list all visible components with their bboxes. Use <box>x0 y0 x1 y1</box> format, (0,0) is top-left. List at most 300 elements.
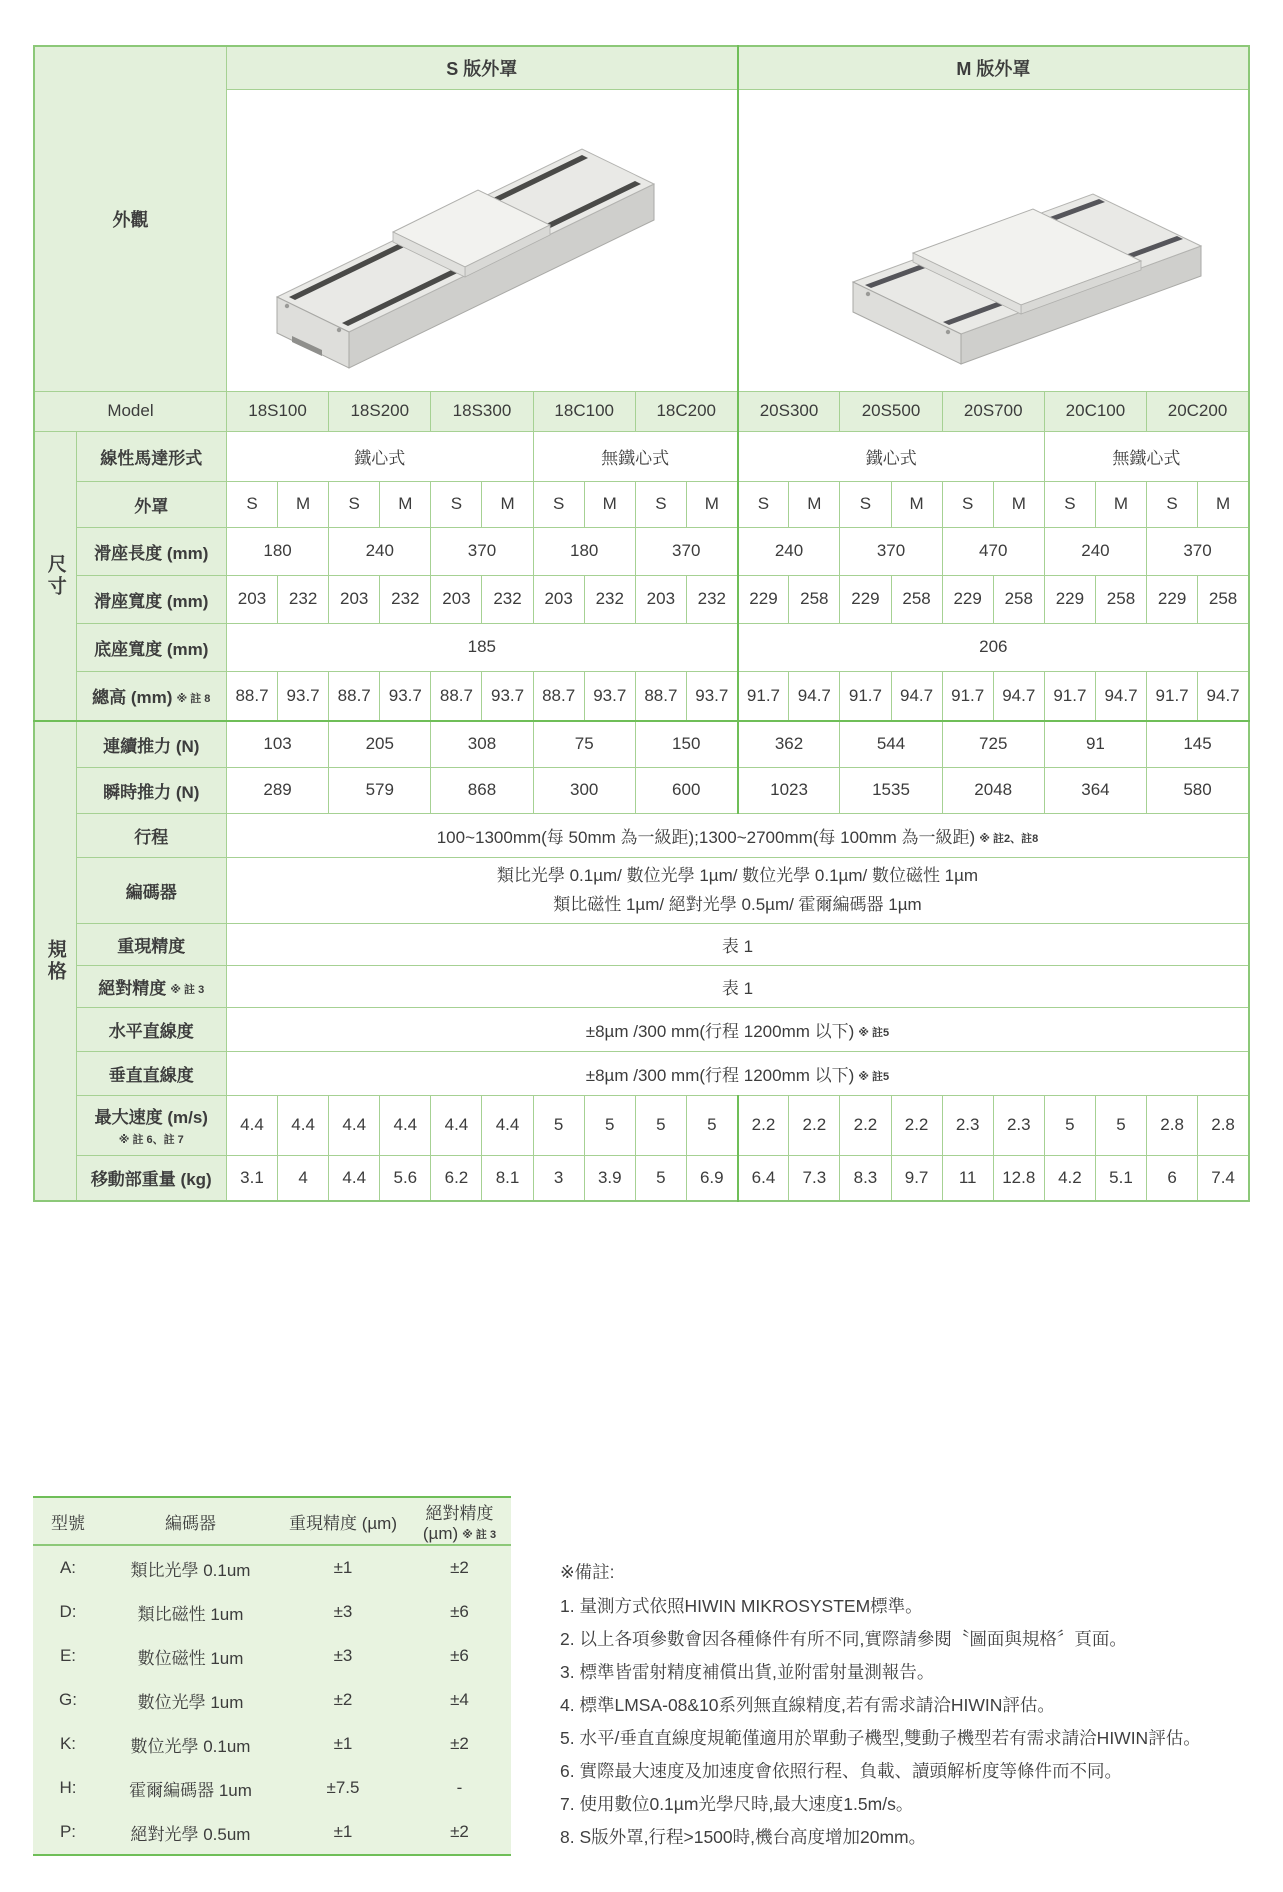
spec-cell-value: M <box>1011 494 1026 513</box>
spec-cell-value: 2.3 <box>955 1115 980 1134</box>
spec-cell-value: 4.4 <box>444 1115 469 1134</box>
s-version-product-photo <box>226 89 737 391</box>
spec-cell-slide-width <box>1095 575 1146 623</box>
spec-cell-moving-weight <box>942 1155 993 1201</box>
spec-cell-value: ±8µm /300 mm(行程 1200mm 以下) <box>585 1021 855 1041</box>
encoder-table-header-text: 編碼器 <box>165 1513 216 1533</box>
spec-cell-value: 232 <box>288 589 318 608</box>
encoder-table-header-row <box>33 1497 511 1545</box>
spec-cell-max-speed <box>942 1095 993 1155</box>
encoder-accuracy-table <box>33 1496 511 1856</box>
spec-cell-value: 229 <box>953 589 982 608</box>
row-peak-thrust <box>34 767 1249 813</box>
s-cover-header: S 版外罩 <box>226 46 737 89</box>
spec-cell-moving-weight <box>278 1155 329 1201</box>
spec-cell-total-height <box>686 671 737 721</box>
spec-cell-value: M <box>500 494 515 513</box>
spec-cell-peak-thrust <box>635 767 737 813</box>
model-row <box>34 391 1249 431</box>
spec-cell-value: 5 <box>1116 1115 1126 1134</box>
spec-cell-value: S <box>655 494 667 513</box>
encoder-table-row <box>33 1590 511 1634</box>
spec-cell-total-height <box>431 671 482 721</box>
spec-cell-value: 5 <box>656 1167 666 1187</box>
absolute-accuracy-value: ±6 <box>450 1602 469 1621</box>
spec-cell-note: ※ 註5 <box>858 1070 890 1083</box>
encoder-name: 霍爾編碼器 1um <box>129 1780 252 1800</box>
spec-cell-value: 4.4 <box>240 1115 264 1134</box>
spec-cell-value: 240 <box>365 541 394 560</box>
encoder-table-row <box>33 1545 511 1590</box>
spec-cell-max-speed <box>584 1095 635 1155</box>
spec-cell-continuous-thrust <box>226 721 328 767</box>
spec-cell-continuous-thrust <box>431 721 533 767</box>
spec-cell-value: 2.2 <box>751 1115 776 1134</box>
row-label-slide-length <box>76 527 226 575</box>
spec-cell-continuous-thrust <box>1044 721 1146 767</box>
spec-cell-cover <box>226 481 277 527</box>
model-name: 18C200 <box>635 391 737 431</box>
model-header-label: Model <box>34 391 226 431</box>
m-version-product-photo <box>738 89 1249 391</box>
spec-cell-value: 203 <box>442 589 471 608</box>
spec-cell-value: M <box>1215 494 1231 513</box>
remarks-title: ※備註: <box>560 1562 615 1582</box>
absolute-accuracy-value: ±6 <box>450 1646 469 1665</box>
spec-cell-value: 4.4 <box>291 1115 315 1134</box>
spec-cell-value: 3 <box>553 1167 564 1187</box>
repeatability-value: ±3 <box>333 1646 353 1665</box>
spec-cell-value: 100~1300mm(每 50mm 為一級距);1300~2700mm(每 100mm 為一級距) <box>436 827 976 847</box>
spec-cell-value: 258 <box>1208 589 1238 608</box>
spec-cell-total-height <box>1095 671 1146 721</box>
spec-cell-cover <box>329 481 380 527</box>
spec-cell-value: S <box>552 494 565 513</box>
spec-cell-value: 6.2 <box>444 1167 469 1187</box>
group-label-text: 尺寸 <box>44 553 66 598</box>
spec-cell-value: 203 <box>544 589 573 608</box>
spec-cell-value: 88.7 <box>542 685 576 705</box>
row-horizontal-straightness <box>34 1007 1249 1051</box>
spec-cell-value: 91.7 <box>848 685 882 705</box>
remark-item: 5. 水平/垂直直線度規範僅適用於單動子機型,雙動子機型若有需求請洽HIWIN評估。 <box>560 1728 1201 1748</box>
row-label-base-width <box>76 623 226 671</box>
spec-cell-motor-type <box>533 431 738 481</box>
spec-cell-moving-weight <box>431 1155 482 1201</box>
row-slide-length <box>34 527 1249 575</box>
spec-cell-value: 93.7 <box>286 685 320 705</box>
spec-cell-slide-width <box>1147 575 1198 623</box>
spec-cell-slide-width <box>789 575 840 623</box>
spec-cell-value: S <box>1064 494 1076 513</box>
row-moving-weight <box>34 1155 1249 1201</box>
model-name: 18S200 <box>329 391 431 431</box>
spec-cell-value: S <box>961 494 974 513</box>
spec-cell-value: 232 <box>493 589 522 608</box>
spec-cell-value: M <box>398 494 413 513</box>
row-label-text: 總高 (mm) <box>92 688 173 708</box>
spec-cell-value: 9.7 <box>904 1167 929 1187</box>
spec-cell-value: 370 <box>876 541 906 560</box>
model-name: 20C200 <box>1147 391 1249 431</box>
spec-cell-continuous-thrust <box>840 721 942 767</box>
spec-cell-value: 5 <box>605 1115 615 1134</box>
spec-cell-moving-weight <box>738 1155 789 1201</box>
spec-cell-value: 93.7 <box>388 685 422 705</box>
model-name: 20S500 <box>840 391 942 431</box>
group-label-spec <box>34 721 76 1201</box>
spec-cell-value: 4.4 <box>342 1115 367 1134</box>
row-base-width <box>34 623 1249 671</box>
spec-cell-cover <box>1147 481 1198 527</box>
spec-cell-value: 229 <box>1157 589 1187 608</box>
spec-cell-value: 93.7 <box>695 685 729 705</box>
spec-cell-total-height <box>329 671 380 721</box>
spec-cell-slide-width <box>482 575 533 623</box>
group-label-text: 規格 <box>44 939 66 983</box>
spec-cell-value: 580 <box>1183 780 1212 799</box>
spec-cell-value: 2.2 <box>853 1115 878 1134</box>
spec-cell-slide-width <box>738 575 789 623</box>
spec-cell-repeatability <box>226 923 1249 965</box>
spec-cell-value: 5 <box>1065 1115 1075 1134</box>
remark-item: 3. 標準皆雷射精度補償出貨,並附雷射量測報告。 <box>560 1662 935 1682</box>
spec-cell-continuous-thrust <box>942 721 1044 767</box>
row-label-text: 滑座長度 (mm) <box>94 543 209 563</box>
spec-cell-value: 203 <box>237 589 267 608</box>
spec-cell-continuous-thrust <box>329 721 431 767</box>
spec-cell-value: 180 <box>570 541 599 560</box>
spec-cell-cover <box>891 481 942 527</box>
spec-cell-value: 5.6 <box>393 1167 418 1187</box>
spec-cell-value: 370 <box>467 541 497 560</box>
spec-cell-value: 229 <box>749 589 778 608</box>
spec-cell-value: ±8µm /300 mm(行程 1200mm 以下) <box>585 1065 855 1085</box>
spec-cell-value: 7.3 <box>802 1167 827 1187</box>
spec-cell-value: 579 <box>365 780 394 799</box>
row-label-text: 水平直線度 <box>108 1021 194 1041</box>
encoder-type-code: P: <box>59 1822 77 1841</box>
spec-cell-line: 類比光學 0.1µm/ 數位光學 1µm/ 數位光學 0.1µm/ 數位磁性 1µm <box>496 866 979 885</box>
encoder-table-row <box>33 1634 511 1678</box>
spec-cell-value: 180 <box>263 541 292 560</box>
spec-cell-max-speed <box>1147 1095 1198 1155</box>
encoder-table-header <box>33 1497 103 1545</box>
row-label-text: 瞬時推力 (N) <box>103 782 200 802</box>
encoder-table-header <box>103 1497 278 1545</box>
spec-cell-value: 7.4 <box>1211 1167 1235 1187</box>
row-label-cover <box>76 481 226 527</box>
spec-cell-total-height <box>1198 671 1249 721</box>
encoder-type-code: D: <box>59 1602 77 1621</box>
spec-cell-value: 229 <box>851 589 880 608</box>
spec-cell-total-height <box>482 671 533 721</box>
spec-cell-cover <box>380 481 431 527</box>
row-label-stroke <box>76 813 226 857</box>
spec-cell-value: 2.8 <box>1211 1115 1235 1134</box>
spec-cell-peak-thrust <box>1147 767 1249 813</box>
row-continuous-thrust <box>34 721 1249 767</box>
spec-cell-value: 8.1 <box>495 1167 520 1187</box>
row-label-max-speed <box>76 1095 226 1155</box>
spec-cell-value: 91 <box>1085 734 1105 754</box>
spec-cell-moving-weight <box>1044 1155 1095 1201</box>
model-name: 18C100 <box>533 391 635 431</box>
spec-cell-slide-length <box>840 527 942 575</box>
row-label-moving-weight <box>76 1155 226 1201</box>
spec-cell-cover <box>1044 481 1095 527</box>
spec-cell-value: 6.9 <box>699 1167 724 1187</box>
spec-cell-value: 258 <box>902 589 931 608</box>
row-label-text: 線性馬達形式 <box>100 448 203 468</box>
spec-cell-value: 725 <box>979 734 1008 754</box>
spec-cell-max-speed <box>1044 1095 1095 1155</box>
spec-cell-slide-width <box>380 575 431 623</box>
spec-cell-value: 5 <box>553 1115 564 1134</box>
spec-cell-value: 203 <box>646 589 676 608</box>
row-label-vertical-straightness <box>76 1051 226 1095</box>
spec-cell-max-speed <box>431 1095 482 1155</box>
remark-item: 8. S版外罩,行程>1500時,機台高度增加20mm。 <box>560 1827 927 1847</box>
spec-cell-value: 91.7 <box>951 685 985 705</box>
spec-cell-value: 1535 <box>872 780 910 799</box>
remarks-list <box>560 1590 1270 1854</box>
spec-cell-value: M <box>909 494 924 513</box>
spec-cell-vertical-straightness <box>226 1051 1249 1095</box>
encoder-table-header <box>278 1497 408 1545</box>
absolute-accuracy-value: - <box>456 1778 463 1797</box>
row-label-text: 絕對精度 <box>98 978 167 998</box>
spec-cell-value: S <box>348 494 360 513</box>
row-vertical-straightness <box>34 1051 1249 1095</box>
spec-cell-value: 308 <box>467 734 497 754</box>
spec-cell-value: 91.7 <box>746 685 781 705</box>
spec-cell-cover <box>584 481 635 527</box>
spec-cell-value: 5 <box>656 1115 666 1134</box>
encoder-table-row <box>33 1766 511 1810</box>
spec-cell-value: M <box>1113 494 1129 513</box>
encoder-table-row <box>33 1678 511 1722</box>
m-cover-header: M 版外罩 <box>738 46 1249 89</box>
spec-cell-value: 表 1 <box>721 936 754 956</box>
encoder-table-header <box>408 1497 511 1545</box>
encoder-name: 數位磁性 1um <box>137 1648 244 1668</box>
spec-cell-value: 2.3 <box>1006 1115 1031 1134</box>
spec-cell-value: S <box>859 494 872 513</box>
spec-cell-slide-width <box>891 575 942 623</box>
row-label-absolute-accuracy <box>76 965 226 1007</box>
group-label-dim <box>34 431 76 721</box>
row-slide-width <box>34 575 1249 623</box>
remarks-section <box>560 1556 1270 1854</box>
spec-cell-slide-length <box>329 527 431 575</box>
spec-cell-moving-weight <box>635 1155 686 1201</box>
spec-cell-value: 無鐵心式 <box>1112 448 1181 468</box>
model-name: 20S300 <box>738 391 840 431</box>
spec-cell-total-height <box>1147 671 1198 721</box>
spec-cell-max-speed <box>329 1095 380 1155</box>
spec-cell-value: 4.4 <box>393 1115 418 1134</box>
spec-cell-encoder <box>226 857 1249 923</box>
spec-cell-total-height <box>226 671 277 721</box>
row-label-total-height <box>76 671 226 721</box>
spec-cell-continuous-thrust <box>533 721 635 767</box>
spec-cell-value: 無鐵心式 <box>601 448 670 468</box>
spec-cell-slide-length <box>431 527 533 575</box>
spec-cell-total-height <box>584 671 635 721</box>
spec-cell-cover <box>942 481 993 527</box>
spec-cell-value: 94.7 <box>900 685 934 705</box>
spec-cell-total-height <box>840 671 891 721</box>
spec-cell-slide-length <box>738 527 840 575</box>
spec-cell-value: 103 <box>263 734 292 754</box>
spec-cell-slide-width <box>942 575 993 623</box>
spec-cell-moving-weight <box>1198 1155 1249 1201</box>
spec-cell-max-speed <box>635 1095 686 1155</box>
spec-cell-slide-width <box>431 575 482 623</box>
encoder-type-code: H: <box>59 1778 77 1797</box>
spec-cell-value: 5.1 <box>1109 1167 1133 1187</box>
spec-cell-value: 145 <box>1183 734 1212 754</box>
spec-cell-value: 4.2 <box>1058 1167 1082 1187</box>
spec-cell-value: 150 <box>672 734 701 754</box>
model-name: 18S100 <box>226 391 328 431</box>
spec-cell-value: 205 <box>365 734 394 754</box>
spec-cell-slide-length <box>226 527 328 575</box>
spec-cell-value: 206 <box>979 637 1008 656</box>
spec-cell-absolute-accuracy <box>226 965 1249 1007</box>
spec-cell-peak-thrust <box>738 767 840 813</box>
spec-cell-cover <box>686 481 737 527</box>
spec-cell-continuous-thrust <box>635 721 737 767</box>
spec-cell-motor-type <box>1044 431 1249 481</box>
spec-cell-value: 2.2 <box>904 1115 929 1134</box>
encoder-table-header-text: 絕對精度 (µm) <box>422 1503 494 1543</box>
spec-cell-max-speed <box>738 1095 789 1155</box>
model-name: 20S700 <box>942 391 1044 431</box>
spec-cell-value: 868 <box>467 780 497 799</box>
spec-cell-cover <box>278 481 329 527</box>
spec-cell-motor-type <box>738 431 1045 481</box>
spec-cell-value: 2048 <box>974 780 1013 799</box>
row-stroke <box>34 813 1249 857</box>
spec-cell-value: 232 <box>595 589 624 608</box>
spec-cell-total-height <box>738 671 789 721</box>
row-label-text: 滑座寬度 (mm) <box>94 591 209 611</box>
spec-cell-value: 5 <box>707 1115 717 1134</box>
spec-cell-note: ※ 註5 <box>858 1026 890 1039</box>
spec-cell-slide-width <box>533 575 584 623</box>
encoder-table-header-note: ※ 註 3 <box>462 1528 497 1541</box>
spec-cell-peak-thrust <box>533 767 635 813</box>
spec-cell-moving-weight <box>482 1155 533 1201</box>
spec-cell-stroke <box>226 813 1249 857</box>
spec-cell-moving-weight <box>840 1155 891 1201</box>
cover-header-row <box>34 46 1249 89</box>
model-name: 20C100 <box>1044 391 1146 431</box>
spec-cell-value: S <box>450 494 463 513</box>
row-label-motor-type <box>76 431 226 481</box>
spec-cell-max-speed <box>533 1095 584 1155</box>
spec-cell-value: 4.4 <box>495 1115 520 1134</box>
spec-cell-horizontal-straightness <box>226 1007 1249 1051</box>
spec-cell-value: M <box>704 494 719 513</box>
spec-cell-total-height <box>380 671 431 721</box>
spec-cell-slide-width <box>840 575 891 623</box>
row-label-slide-width <box>76 575 226 623</box>
spec-cell-value: S <box>757 494 770 513</box>
spec-cell-moving-weight <box>686 1155 737 1201</box>
spec-cell-value: 94.7 <box>1104 685 1138 705</box>
row-label-note: ※ 註 8 <box>176 693 211 706</box>
remark-item: 1. 量測方式依照HIWIN MIKROSYSTEM標準。 <box>560 1596 923 1616</box>
encoder-name: 絕對光學 0.5um <box>130 1824 251 1844</box>
encoder-type-code: G: <box>59 1690 77 1709</box>
spec-cell-value: 240 <box>1081 541 1110 560</box>
encoder-table-header-text: 型號 <box>51 1513 85 1533</box>
spec-cell-value: 258 <box>1106 589 1136 608</box>
absolute-accuracy-value: ±4 <box>450 1690 469 1709</box>
spec-cell-value: 4.4 <box>342 1167 367 1187</box>
spec-cell-moving-weight <box>226 1155 277 1201</box>
spec-cell-base-width <box>226 623 737 671</box>
spec-cell-max-speed <box>789 1095 840 1155</box>
spec-cell-max-speed <box>226 1095 277 1155</box>
spec-cell-slide-length <box>635 527 737 575</box>
spec-cell-value: 258 <box>1004 589 1033 608</box>
spec-cell-slide-length <box>1147 527 1249 575</box>
m-version-linear-stage-illustration <box>758 92 1228 384</box>
row-cover <box>34 481 1249 527</box>
encoder-table-row <box>33 1810 511 1855</box>
spec-cell-slide-width <box>635 575 686 623</box>
spec-cell-base-width <box>738 623 1249 671</box>
spec-cell-total-height <box>278 671 329 721</box>
remark-item: 4. 標準LMSA-08&10系列無直線精度,若有需求請洽HIWIN評估。 <box>560 1695 1055 1715</box>
row-label-text: 移動部重量 (kg) <box>90 1170 212 1190</box>
spec-cell-value: 4 <box>298 1167 308 1187</box>
row-label-text: 垂直直線度 <box>108 1065 194 1085</box>
spec-cell-note: ※ 註2、註8 <box>979 832 1039 845</box>
spec-cell-value: 91.7 <box>1155 685 1189 705</box>
spec-cell-cover <box>431 481 482 527</box>
spec-cell-peak-thrust <box>1044 767 1146 813</box>
spec-cell-value: 75 <box>574 734 594 754</box>
row-label-text: 底座寬度 (mm) <box>94 639 209 659</box>
row-label-horizontal-straightness <box>76 1007 226 1051</box>
spec-cell-moving-weight <box>789 1155 840 1201</box>
spec-cell-value: 232 <box>697 589 726 608</box>
spec-cell-value: 93.7 <box>490 685 525 705</box>
spec-cell-value: 470 <box>979 541 1008 560</box>
spec-cell-total-height <box>1044 671 1095 721</box>
row-label-text: 行程 <box>134 827 169 847</box>
remark-item: 2. 以上各項參數會因各種條件有所不同,實際請參閱〝圖面與規格〞頁面。 <box>560 1629 1127 1649</box>
repeatability-value: ±1 <box>333 1734 353 1753</box>
spec-cell-max-speed <box>686 1095 737 1155</box>
spec-cell-slide-width <box>226 575 277 623</box>
row-encoder <box>34 857 1249 923</box>
spec-cell-value: 232 <box>391 589 420 608</box>
spec-cell-total-height <box>533 671 584 721</box>
spec-cell-value: 362 <box>774 734 804 754</box>
spec-table <box>33 45 1250 1202</box>
spec-cell-value: S <box>246 494 258 513</box>
spec-cell-total-height <box>942 671 993 721</box>
spec-cell-value: 3.1 <box>240 1167 264 1187</box>
encoder-type-code: K: <box>59 1734 77 1753</box>
spec-cell-max-speed <box>1198 1095 1249 1155</box>
